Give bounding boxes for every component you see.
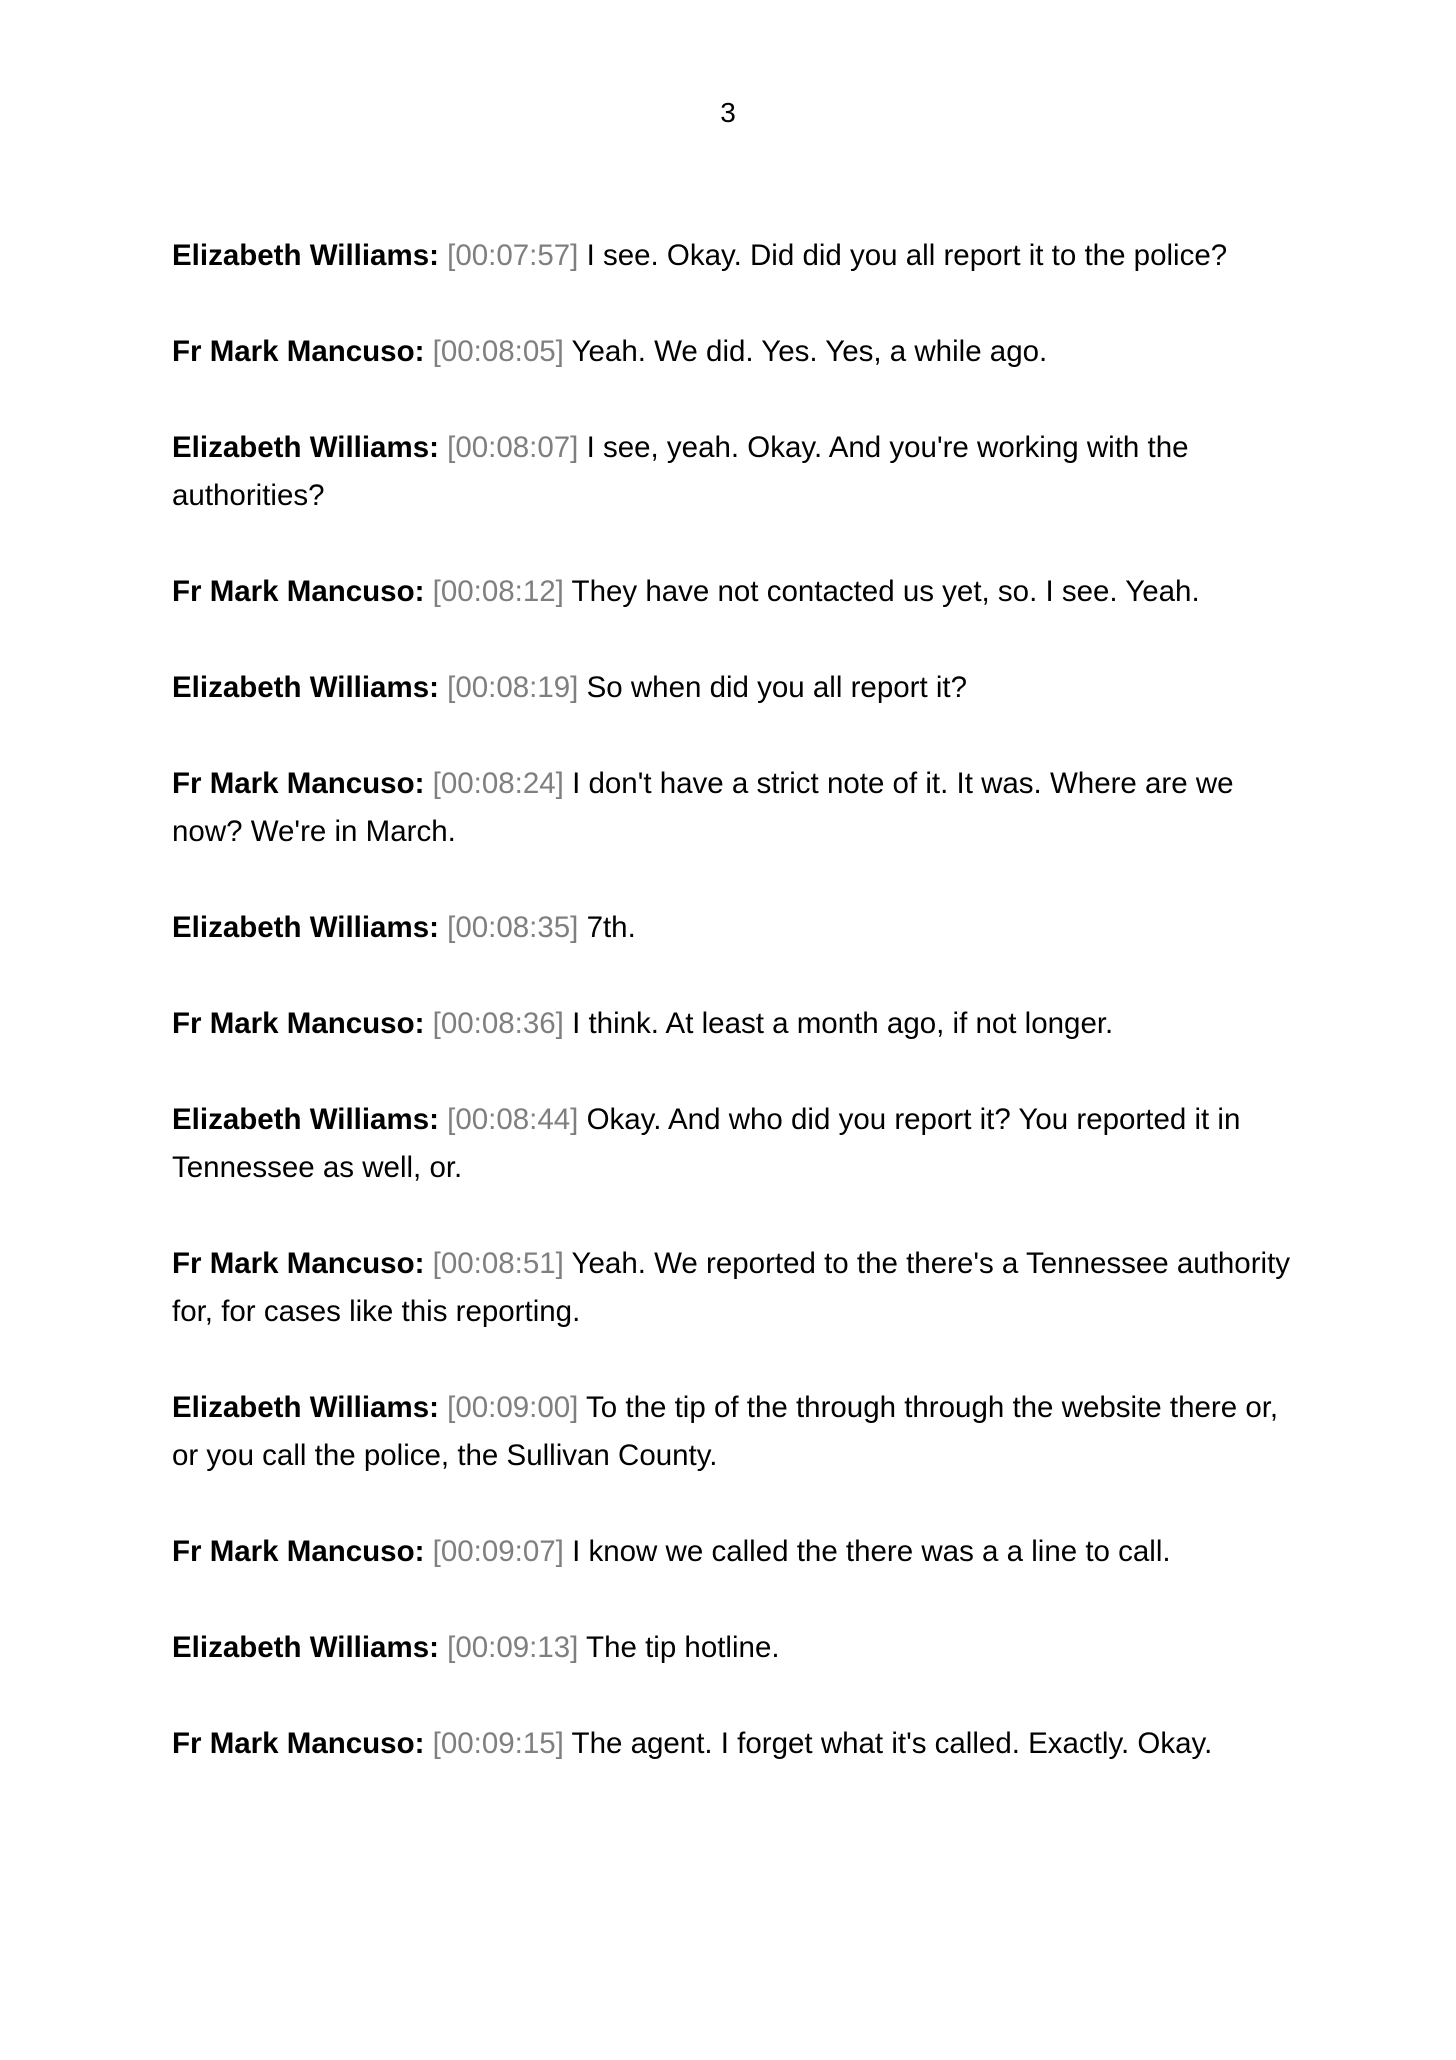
utterance-text: I see, yeah. Okay. And you're working with the authorities? xyxy=(172,431,1189,512)
speaker-name: Elizabeth Williams: xyxy=(172,671,439,704)
utterance-text: I don't have a strict note of it. It was. Where are we now? We're in March. xyxy=(172,767,1234,848)
speaker-name: Elizabeth Williams: xyxy=(172,1103,439,1136)
timestamp: [00:08:44] xyxy=(447,1103,579,1136)
transcript-entry xyxy=(172,1240,1292,1336)
timestamp: [00:08:36] xyxy=(432,1007,564,1040)
timestamp: [00:09:15] xyxy=(432,1727,564,1760)
transcript-entry xyxy=(172,1720,1292,1768)
speaker-name: Fr Mark Mancuso: xyxy=(172,1535,425,1568)
transcript-entry xyxy=(172,1096,1292,1192)
speaker-name: Fr Mark Mancuso: xyxy=(172,335,425,368)
utterance-text: Yeah. We reported to the there's a Tennessee authority for, for cases like this reporting. xyxy=(172,1247,1291,1328)
utterance-text: 7th. xyxy=(586,911,636,944)
transcript-entry xyxy=(172,328,1292,376)
transcript-entry xyxy=(172,568,1292,616)
transcript-entry xyxy=(172,1000,1292,1048)
page-number: 3 xyxy=(720,97,736,128)
utterance-text: They have not contacted us yet, so. I see. Yeah. xyxy=(571,575,1200,608)
utterance-text: To the tip of the through through the website there or, or you call the police, the Sullivan County. xyxy=(172,1391,1279,1472)
timestamp: [00:08:12] xyxy=(432,575,564,608)
timestamp: [00:09:13] xyxy=(447,1631,579,1664)
utterance-text: I think. At least a month ago, if not longer. xyxy=(572,1007,1114,1040)
transcript-entry xyxy=(172,664,1292,712)
timestamp: [00:09:00] xyxy=(447,1391,579,1424)
speaker-name: Fr Mark Mancuso: xyxy=(172,1007,425,1040)
timestamp: [00:07:57] xyxy=(447,239,579,272)
transcript-entry xyxy=(172,1624,1292,1672)
timestamp: [00:09:07] xyxy=(432,1535,564,1568)
speaker-name: Fr Mark Mancuso: xyxy=(172,1247,425,1280)
speaker-name: Elizabeth Williams: xyxy=(172,911,439,944)
utterance-text: I know we called the there was a a line to call. xyxy=(572,1535,1171,1568)
utterance-text: Okay. And who did you report it? You reported it in Tennessee as well, or. xyxy=(172,1103,1241,1184)
timestamp: [00:08:05] xyxy=(432,335,564,368)
timestamp: [00:08:24] xyxy=(432,767,564,800)
speaker-name: Elizabeth Williams: xyxy=(172,1631,439,1664)
speaker-name: Elizabeth Williams: xyxy=(172,239,439,272)
timestamp: [00:08:51] xyxy=(432,1247,564,1280)
transcript-entry xyxy=(172,424,1292,520)
utterance-text: The tip hotline. xyxy=(586,1631,780,1664)
transcript-entry xyxy=(172,1528,1292,1576)
transcript-entry xyxy=(172,904,1292,952)
timestamp: [00:08:35] xyxy=(447,911,579,944)
transcript-entry xyxy=(172,1384,1292,1480)
transcript-entry xyxy=(172,232,1292,280)
speaker-name: Fr Mark Mancuso: xyxy=(172,767,425,800)
speaker-name: Fr Mark Mancuso: xyxy=(172,1727,425,1760)
utterance-text: I see. Okay. Did did you all report it to the police? xyxy=(586,239,1228,272)
utterance-text: So when did you all report it? xyxy=(586,671,968,704)
speaker-name: Fr Mark Mancuso: xyxy=(172,575,425,608)
utterance-text: The agent. I forget what it's called. Exactly. Okay. xyxy=(571,1727,1213,1760)
transcript-body xyxy=(172,232,1292,1816)
transcript-entry xyxy=(172,760,1292,856)
speaker-name: Elizabeth Williams: xyxy=(172,1391,439,1424)
speaker-name: Elizabeth Williams: xyxy=(172,431,439,464)
timestamp: [00:08:07] xyxy=(447,431,579,464)
utterance-text: Yeah. We did. Yes. Yes, a while ago. xyxy=(571,335,1048,368)
timestamp: [00:08:19] xyxy=(447,671,579,704)
